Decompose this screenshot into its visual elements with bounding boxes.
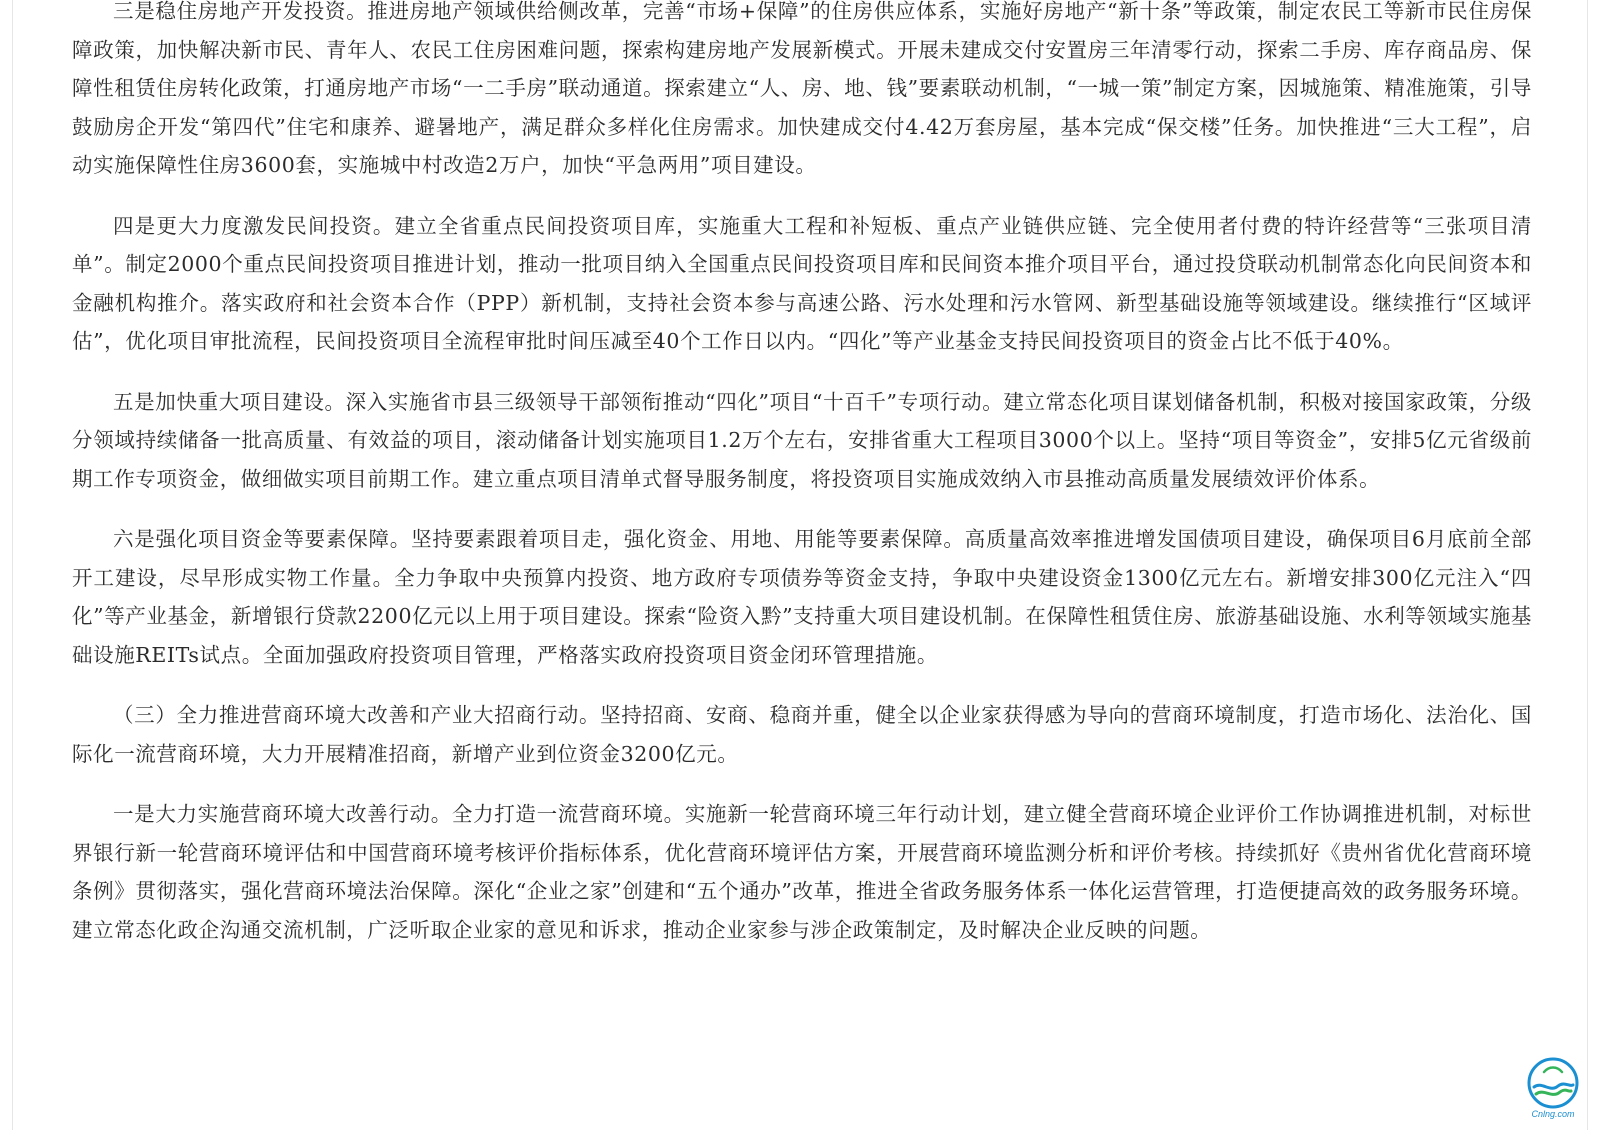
- paragraph-business-environment-heading: （三）全力推进营商环境大改善和产业大招商行动。坚持招商、安商、稳商并重，健全以企业家获得感为导向的营商环境制度，打造市场化、法治化、国际化一流营商环境，大力开展精准招商，新增产业到位资金3200亿元。: [72, 703, 1532, 766]
- paragraph-private-investment: 四是更大力度激发民间投资。建立全省重点民间投资项目库，实施重大工程和补短板、重点产业链供应链、完全使用者付费的特许经营等“三张项目清单”。制定2000个重点民间投资项目推进计划，推动一批项目纳入全国重点民间投资项目库和民间资本推介项目平台，通过投贷联动机制常态化向民间资本和金融机构推介。落实政府和社会资本合作（PPP）新机制，支持社会资本参与高速公路、污水处理和污水管网、新型基础设施等领域建设。继续推行“区域评估”，优化项目审批流程，民间投资项目全流程审批时间压减至40个工作日以内。“四化”等产业基金支持民间投资项目的资金占比不低于40%。: [72, 213, 1532, 353]
- page-border-right: [1587, 0, 1588, 1130]
- logo-text: Cnlng.com: [1531, 1109, 1575, 1119]
- paragraph-housing-investment: 三是稳住房地产开发投资。推进房地产领域供给侧改革，完善“市场+保障”的住房供应体系，实施好房地产“新十条”等政策，制定农民工等新市民住房保障政策，加快解决新市民、青年人、农民工住房困难问题，探索构建房地产发展新模式。开展未建成交付安置房三年清零行动，探索二手房、库存商品房、保障性租赁住房转化政策，打通房地产市场“一二手房”联动通道。探索建立“人、房、地、钱”要素联动机制，“一城一策”制定方案，因城施策、精准施策，引导鼓励房企开发“第四代”住宅和康养、避暑地产，满足群众多样化住房需求。加快建成交付4.42万套房屋，基本完成“保交楼”任务。加快推进“三大工程”，启动实施保障性住房3600套，实施城中村改造2万户，加快“平急两用”项目建设。: [72, 0, 1532, 177]
- paragraph-business-environment-improvement: 一是大力实施营商环境大改善行动。全力打造一流营商环境。实施新一轮营商环境三年行动计划，建立健全营商环境企业评价工作协调推进机制，对标世界银行新一轮营商环境评估和中国营商环境考核评价指标体系，优化营商环境评估方案，开展营商环境监测分析和评价考核。持续抓好《贵州省优化营商环境条例》贯彻落实，强化营商环境法治保障。深化“企业之家”创建和“五个通办”改革，推进全省政务服务体系一体化运营管理，打造便捷高效的政务服务环境。建立常态化政企沟通交流机制，广泛听取企业家的意见和诉求，推动企业家参与涉企政策制定，及时解决企业反映的问题。: [72, 802, 1532, 942]
- paragraph-major-projects: 五是加快重大项目建设。深入实施省市县三级领导干部领衔推动“四化”项目“十百千”专项行动。建立常态化项目谋划储备机制，积极对接国家政策，分级分领域持续储备一批高质量、有效益的项目，滚动储备计划实施项目1.2万个左右，安排省重大工程项目3000个以上。坚持“项目等资金”，安排5亿元省级前期工作专项资金，做细做实项目前期工作。建立重点项目清单式督导服务制度，将投资项目实施成效纳入市县推动高质量发展绩效评价体系。: [72, 389, 1532, 491]
- logo-icon: [1522, 1054, 1584, 1120]
- article-body: [72, 0, 1532, 971]
- page-border-left: [12, 0, 13, 1130]
- paragraph-funding-guarantee: 六是强化项目资金等要素保障。坚持要素跟着项目走，强化资金、用地、用能等要素保障。高质量高效率推进增发国债项目建设，确保项目6月底前全部开工建设，尽早形成实物工作量。全力争取中央预算内投资、地方政府专项债券等资金支持，争取中央建设资金1300亿元左右。新增安排300亿元注入“四化”等产业基金，新增银行贷款2200亿元以上用于项目建设。探索“险资入黔”支持重大项目建设机制。在保障性租赁住房、旅游基础设施、水利等领域实施基础设施REITs试点。全面加强政府投资项目管理，严格落实政府投资项目资金闭环管理措施。: [72, 527, 1532, 667]
- site-logo-watermark: [1522, 1054, 1584, 1120]
